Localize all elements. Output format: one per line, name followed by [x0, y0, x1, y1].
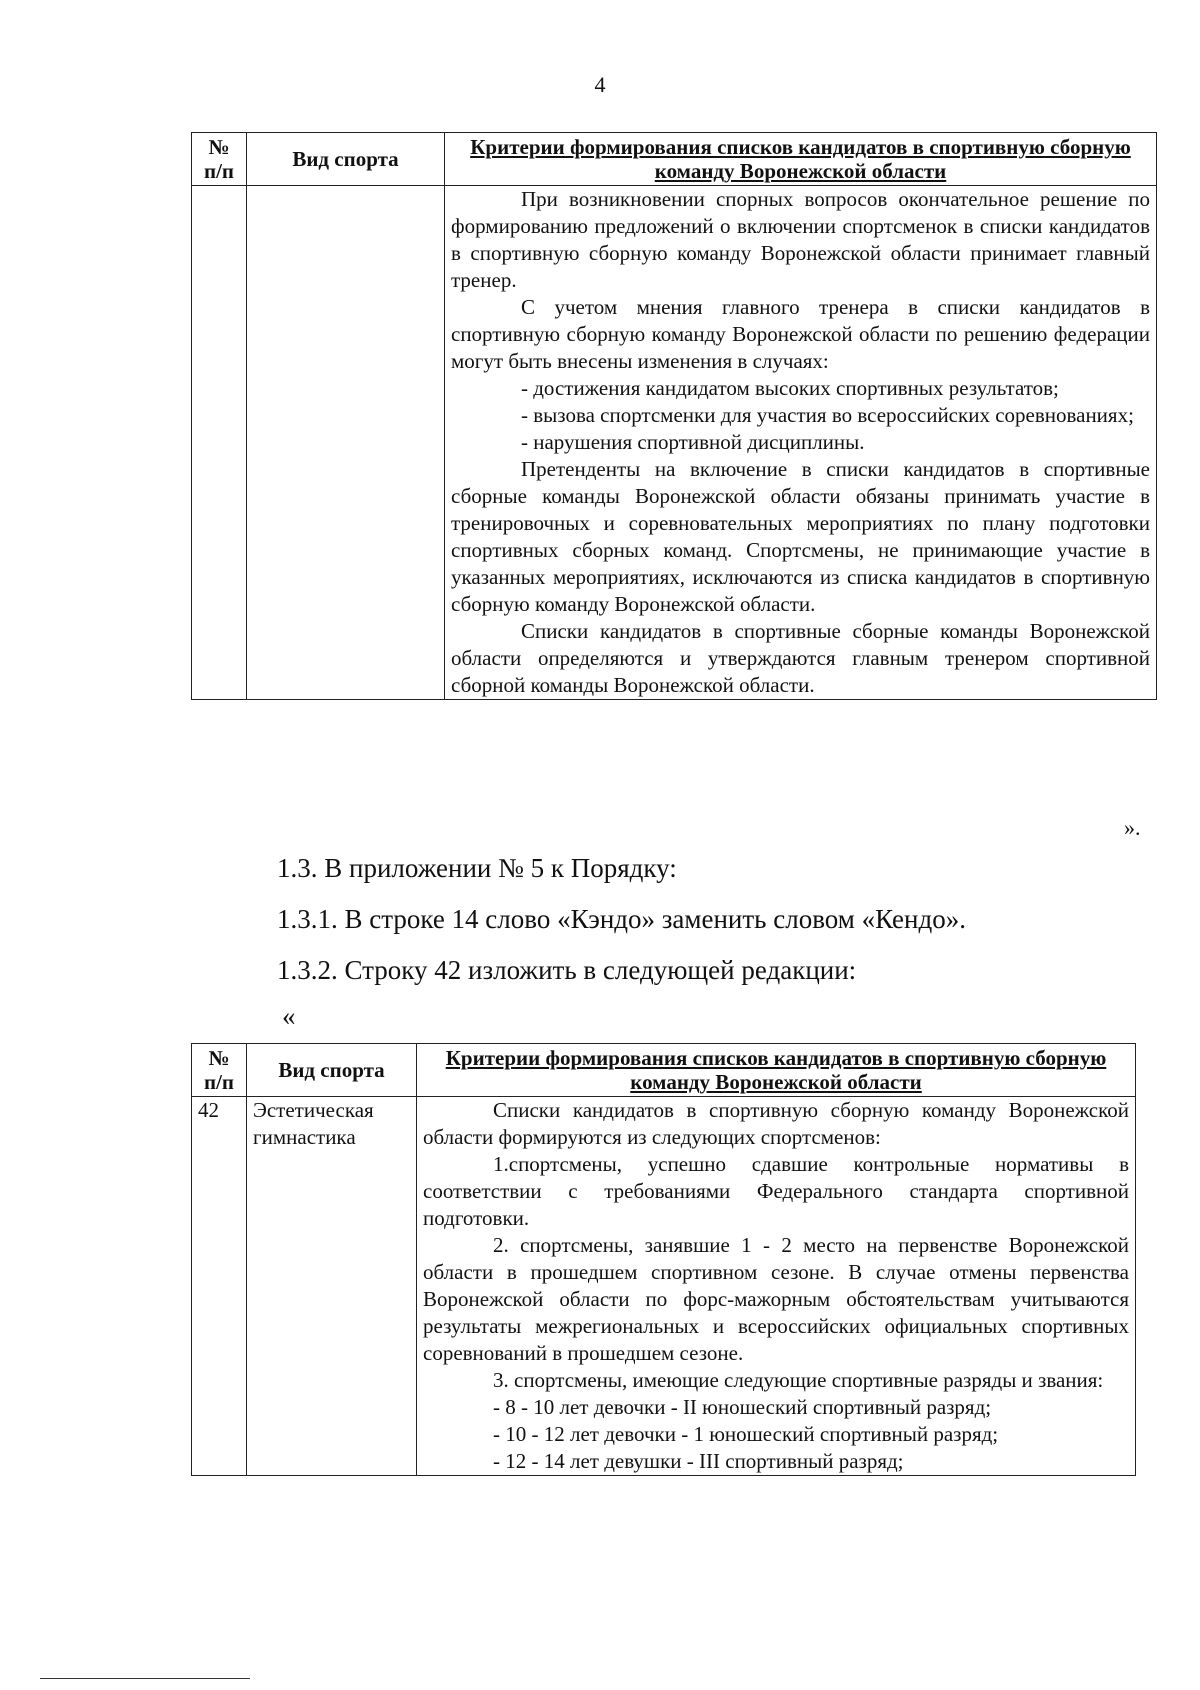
footer-divider	[40, 1678, 250, 1679]
header-sport: Вид спорта	[247, 133, 445, 186]
page-number: 4	[594, 72, 606, 97]
criteria-table-row-42	[191, 1043, 1136, 1476]
table-header-row	[192, 1044, 1136, 1097]
criteria-paragraph: 1.спортсмены, успешно сдавшие контрольные нормативы в соответствии с требованиями Федерального стандарта спортивной подготовки.	[423, 1152, 1129, 1230]
criteria-list-item: - 8 - 10 лет девочки - II юношеский спортивный разряд;	[493, 1395, 992, 1419]
amendment-paragraph: 1.3.2. Строку 42 изложить в следующей редакции:	[277, 955, 857, 985]
row-number: 42	[192, 1097, 247, 1476]
closing-quote: ».	[1124, 815, 1141, 840]
row-criteria	[445, 186, 1157, 700]
criteria-list-item: - 12 - 14 лет девушки - III спортивный разряд;	[493, 1449, 904, 1473]
criteria-paragraph: Претенденты на включение в списки кандидатов в спортивные сборные команды Воронежской области обязаны принимать участие в тренировочных и соревновательных мероприятиях по плану подготовки спортивных сборных команд. Спортсмены, не принимающие участие в указанных мероприятиях, исключаются из списка кандидатов в спортивную сборную команду Воронежской области.	[451, 457, 1150, 616]
criteria-list-item: - достижения кандидатом высоких спортивных результатов;	[521, 376, 1059, 400]
header-sport: Вид спорта	[247, 1044, 417, 1097]
table-row	[192, 1097, 1136, 1476]
criteria-list-item: - нарушения спортивной дисциплины.	[521, 430, 865, 454]
row-sport: Эстетическая гимнастика	[247, 1097, 417, 1476]
amendment-paragraph: 1.3.1. В строке 14 слово «Кэндо» заменить словом «Кендо».	[277, 904, 966, 934]
criteria-paragraph: Списки кандидатов в спортивные сборные команды Воронежской области определяются и утверждаются главным тренером спортивной сборной команды Воронежской области.	[451, 619, 1150, 697]
criteria-list-item: - вызова спортсменки для участия во всероссийских соревнованиях;	[521, 403, 1134, 427]
criteria-paragraph: При возникновении спорных вопросов окончательное решение по формированию предложений о включении спортсменок в списки кандидатов в спортивную сборную команду Воронежской области принимает главный тренер.	[451, 187, 1150, 292]
header-number: № п/п	[192, 133, 247, 186]
criteria-paragraph: 2. спортсмены, занявшие 1 - 2 место на первенстве Воронежской области в прошедшем спортивном сезоне. В случае отмены первенства Воронежской области по форс-мажорным обстоятельствам учитываются результаты межрегиональных и всероссийских официальных спортивных соревнований в прошедшем сезоне.	[423, 1233, 1129, 1365]
header-criteria: Критерии формирования списков кандидатов в спортивную сборную команду Воронежской области	[445, 133, 1157, 186]
table-header-row	[192, 133, 1157, 186]
criteria-paragraph: С учетом мнения главного тренера в списки кандидатов в спортивную сборную команду Воронежской области по решению федерации могут быть внесены изменения в случаях:	[451, 295, 1150, 373]
row-criteria	[417, 1097, 1136, 1476]
row-sport	[247, 186, 445, 700]
criteria-table-continued	[191, 132, 1157, 700]
criteria-paragraph: 3. спортсмены, имеющие следующие спортивные разряды и звания:	[493, 1368, 1104, 1392]
header-number: № п/п	[192, 1044, 247, 1097]
table-row	[192, 186, 1157, 700]
header-criteria: Критерии формирования списков кандидатов в спортивную сборную команду Воронежской области	[417, 1044, 1136, 1097]
opening-quote: «	[282, 1001, 296, 1031]
criteria-list-item: - 10 - 12 лет девочки - 1 юношеский спортивный разряд;	[493, 1422, 999, 1446]
criteria-paragraph: Списки кандидатов в спортивную сборную команду Воронежской области формируются из следующих спортсменов:	[423, 1098, 1129, 1149]
amendment-paragraph: 1.3. В приложении № 5 к Порядку:	[277, 853, 677, 883]
row-number	[192, 186, 247, 700]
